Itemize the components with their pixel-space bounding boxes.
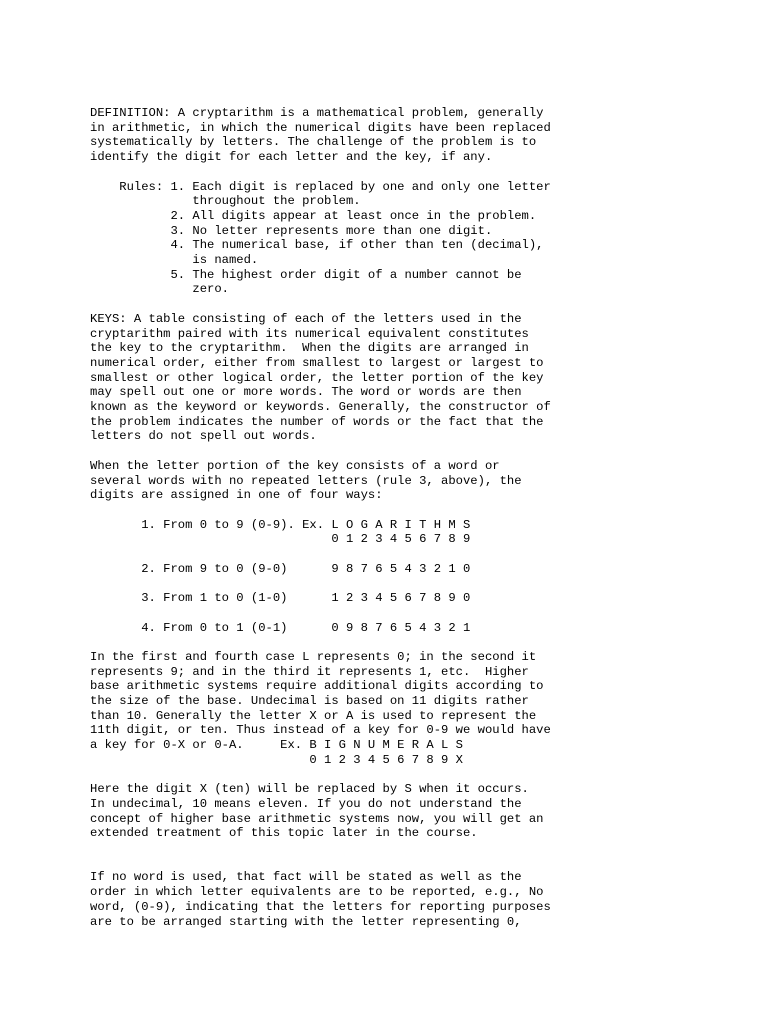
text-line: letters do not spell out words. bbox=[90, 429, 317, 444]
spacer bbox=[90, 503, 760, 518]
text-line: 0 1 2 3 4 5 6 7 8 9 X bbox=[90, 752, 463, 767]
rules-list bbox=[90, 180, 760, 298]
spacer bbox=[90, 547, 760, 562]
spacer bbox=[90, 635, 760, 650]
text-line: are to be arranged starting with the letter representing 0, bbox=[90, 914, 522, 929]
rule-line: Rules: 1. Each digit is replaced by one and only one letter bbox=[90, 179, 551, 194]
keys-paragraph bbox=[90, 312, 760, 444]
text-line: the size of the base. Undecimal is based on 11 digits rather bbox=[90, 694, 529, 708]
way-line: 4. From 0 to 1 (0-1) 0 9 8 7 6 5 4 3 2 1 bbox=[90, 620, 471, 635]
text-line: extended treatment of this topic later in the course. bbox=[90, 826, 478, 841]
text-line: If no word is used, that fact will be stated as well as the bbox=[90, 870, 522, 885]
rule-line: 5. The highest order digit of a number cannot be bbox=[90, 267, 522, 282]
rule-line: throughout the problem. bbox=[90, 194, 361, 209]
rule-line: 3. No letter represents more than one digit. bbox=[90, 223, 493, 238]
way-line: 1. From 0 to 9 (0-9). Ex. L O G A R I T H M S bbox=[90, 517, 471, 532]
assignment-ways bbox=[90, 518, 760, 636]
text-line: the problem indicates the number of words or the fact that the bbox=[90, 414, 544, 429]
text-line: represents 9; and in the third it represents 1, etc. Higher bbox=[90, 664, 529, 679]
no-word-paragraph bbox=[90, 870, 760, 929]
text-line: DEFINITION: A cryptarithm is a mathematical problem, generally bbox=[90, 106, 544, 120]
text-line: order in which letter equivalents are to be reported, e.g., No bbox=[90, 885, 544, 900]
way-line: 2. From 9 to 0 (9-0) 9 8 7 6 5 4 3 2 1 0 bbox=[90, 561, 471, 576]
text-line: smallest or other logical order, the letter portion of the key bbox=[90, 370, 544, 385]
text-line: identify the digit for each letter and the key, if any. bbox=[90, 150, 493, 165]
text-line: cryptarithm paired with its numerical equivalent constitutes bbox=[90, 326, 529, 341]
text-line: In undecimal, 10 means eleven. If you do not understand the bbox=[90, 796, 522, 811]
rule-line: is named. bbox=[90, 253, 259, 268]
spacer bbox=[90, 444, 760, 459]
text-line: 11th digit, or ten. Thus instead of a key for 0-9 we would have bbox=[90, 723, 551, 738]
spacer bbox=[90, 576, 760, 591]
text-line: may spell out one or more words. The word or words are then bbox=[90, 385, 522, 400]
letter-portion-paragraph bbox=[90, 459, 760, 503]
text-line: When the letter portion of the key consists of a word or bbox=[90, 458, 500, 473]
text-line: word, (0-9), indicating that the letters for reporting purposes bbox=[90, 899, 551, 914]
text-line: concept of higher base arithmetic systems now, you will get an bbox=[90, 811, 544, 826]
here-paragraph bbox=[90, 782, 760, 841]
text-line: base arithmetic systems require additional digits according to bbox=[90, 679, 544, 694]
way-line: 3. From 1 to 0 (1-0) 1 2 3 4 5 6 7 8 9 0 bbox=[90, 591, 471, 606]
text-line: numerical order, either from smallest to largest or largest to bbox=[90, 355, 544, 370]
spacer bbox=[90, 841, 760, 870]
text-line: In the first and fourth case L represents 0; in the second it bbox=[90, 649, 537, 664]
definition-paragraph bbox=[90, 106, 760, 165]
text-line: than 10. Generally the letter X or A is used to represent the bbox=[90, 708, 537, 723]
spacer bbox=[90, 606, 760, 621]
text-line: KEYS: A table consisting of each of the letters used in the bbox=[90, 311, 522, 326]
way-digits-line: 0 1 2 3 4 5 6 7 8 9 bbox=[90, 532, 471, 547]
text-line: a key for 0-X or 0-A. Ex. B I G N U M E R A L S bbox=[90, 738, 463, 753]
text-line: several words with no repeated letters (rule 3, above), the bbox=[90, 473, 522, 488]
document-page bbox=[90, 106, 760, 929]
rule-line: zero. bbox=[90, 282, 229, 297]
text-line: the key to the cryptarithm. When the digits are arranged in bbox=[90, 341, 529, 356]
cases-paragraph bbox=[90, 650, 760, 768]
spacer bbox=[90, 165, 760, 180]
text-line: Here the digit X (ten) will be replaced by S when it occurs. bbox=[90, 782, 529, 797]
text-line: in arithmetic, in which the numerical digits have been replaced bbox=[90, 120, 551, 135]
spacer bbox=[90, 297, 760, 312]
rule-line: 4. The numerical base, if other than ten (decimal), bbox=[90, 238, 544, 253]
text-line: known as the keyword or keywords. Generally, the constructor of bbox=[90, 400, 551, 415]
text-line: digits are assigned in one of four ways: bbox=[90, 488, 383, 503]
spacer bbox=[90, 768, 760, 783]
rule-line: 2. All digits appear at least once in the problem. bbox=[90, 208, 537, 223]
text-line: systematically by letters. The challenge of the problem is to bbox=[90, 135, 537, 150]
